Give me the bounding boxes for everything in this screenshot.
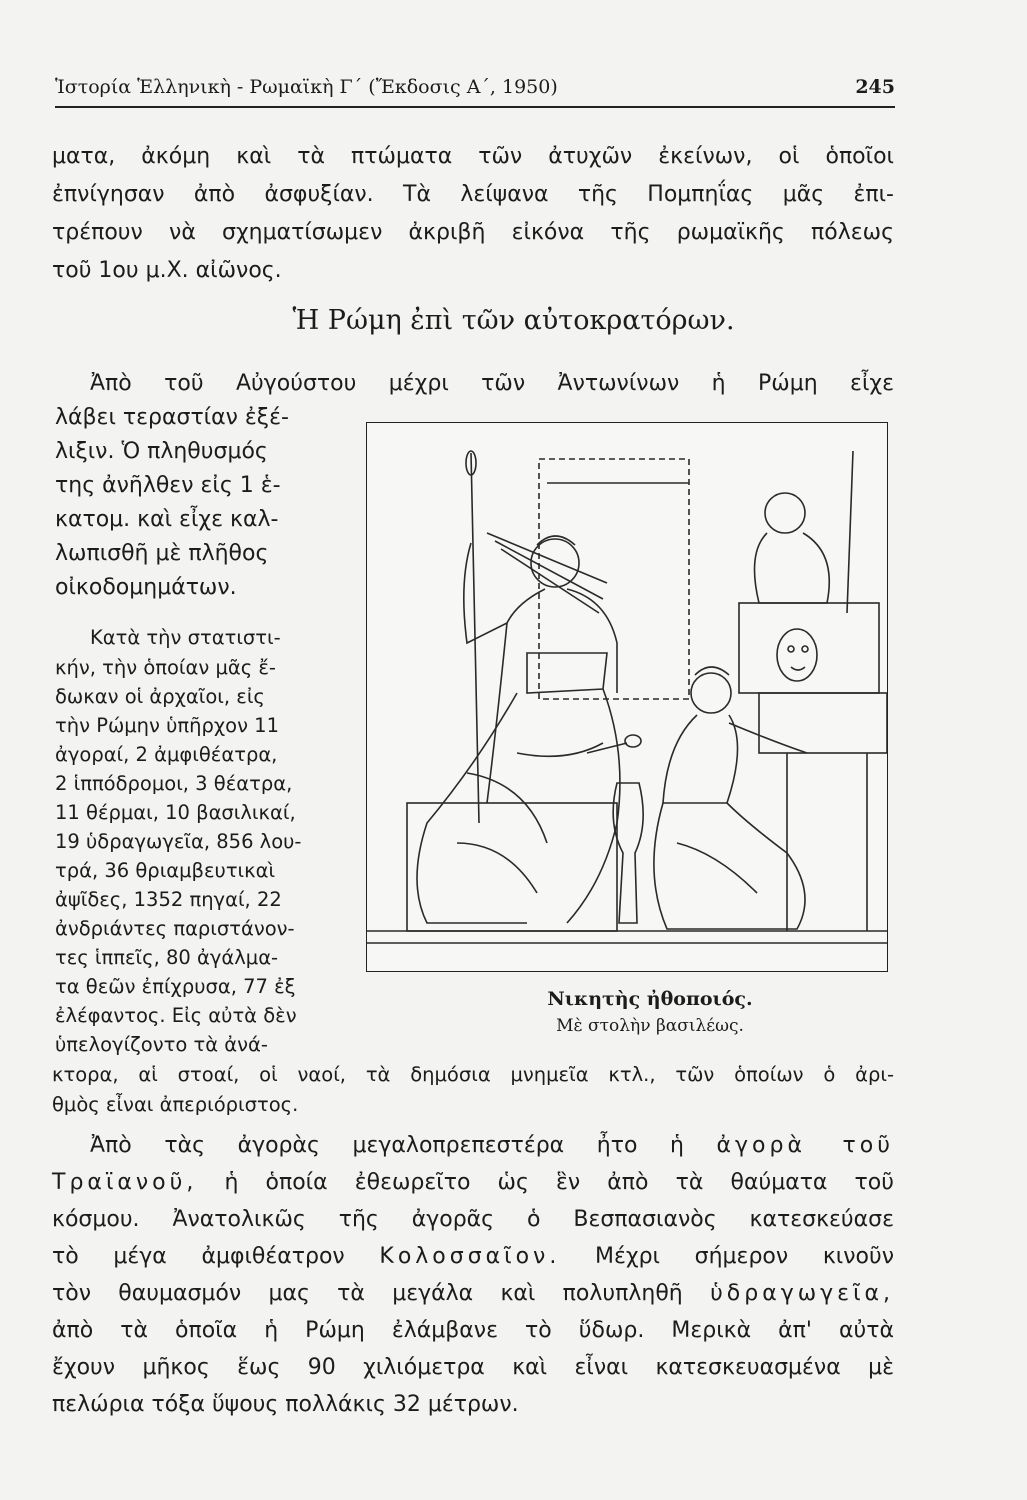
- paragraph-line: ἔχουν μῆκος ἕως 90 χιλιόμετρα καὶ εἶναι κατεσκευασμένα μὲ: [52, 1355, 894, 1380]
- statistics-line: κτορα, αἱ στοαί, οἱ ναοί, τὰ δημόσια μνημεῖα κτλ., τῶν ὁποίων ὁ ἀρι-: [52, 1063, 894, 1086]
- paragraph-line: πελώρια τόξα ὕψους πολλάκις 32 μέτρων.: [52, 1392, 519, 1417]
- paragraph-line: Ἀπὸ τὰς ἀγορὰς μεγαλοπρεπεστέρα ἦτο ἡ ἀγορὰ τοῦ: [90, 1133, 894, 1158]
- emphasized-term: ἀγορὰ τοῦ: [716, 1133, 894, 1158]
- intro-line: ματα, ἀκόμη καὶ τὰ πτώματα τῶν ἀτυχῶν ἐκείνων, οἱ ὁποῖοι: [52, 144, 894, 169]
- statistics-line: τες ἱππεῖς, 80 ἀγάλμα-: [55, 946, 279, 969]
- paragraph-line: οἰκοδομημάτων.: [55, 575, 237, 600]
- emphasized-term: ὑδραγωγεῖα,: [710, 1281, 895, 1306]
- statistics-line: 11 θέρμαι, 10 βασιλικαί,: [55, 801, 296, 824]
- paragraph-line: λάβει τεραστίαν ἐξέ-: [55, 405, 289, 430]
- statistics-line: ἐλέφαντος. Εἰς αὐτὰ δὲν: [55, 1004, 297, 1027]
- statistics-line: ἀνδριάντες παριστάνον-: [55, 917, 295, 940]
- statistics-line: κήν, τὴν ὁποίαν μᾶς ἔ-: [55, 656, 276, 679]
- intro-line: τοῦ 1ου μ.Χ. αἰῶνος.: [52, 258, 282, 283]
- statistics-line: τὴν Ρώμην ὑπῆρχον 11: [55, 714, 279, 737]
- paragraph-line: τὸ μέγα ἀμφιθέατρον Κολοσσαῖον. Μέχρι σήμερον κινοῦν: [52, 1244, 894, 1269]
- statistics-line: θμὸς εἶναι ἀπεριόριστος.: [52, 1093, 299, 1116]
- header-rule: [55, 106, 895, 108]
- running-header: [55, 72, 895, 102]
- intro-line: ἐπνίγησαν ἀπὸ ἀσφυξίαν. Τὰ λείψανα τῆς Πομπηΐας μᾶς ἐπι-: [52, 182, 894, 207]
- section-heading: Ἡ Ρώμη ἐπὶ τῶν αὐτοκρατόρων.: [292, 305, 735, 336]
- emphasized-term: Κολοσσαῖον.: [379, 1244, 561, 1269]
- illustration-frame: [366, 422, 888, 972]
- paragraph-line: κατομ. καὶ εἶχε καλ-: [55, 507, 279, 532]
- paragraph-line: της ἀνῆλθεν εἰς 1 ἑ-: [55, 473, 281, 498]
- paragraph-line: λιξιν. Ὁ πληθυσμός: [55, 439, 268, 464]
- statistics-line: ἀψῖδες, 1352 πηγαί, 22: [55, 888, 282, 911]
- statistics-line: τα θεῶν ἐπίχρυσα, 77 ἐξ: [55, 975, 296, 998]
- paragraph-line: ἀπὸ τὰ ὁποῖα ἡ Ρώμη ἐλάμβανε τὸ ὕδωρ. Μερικὰ ἀπ' αὐτὰ: [52, 1318, 894, 1343]
- figure-caption-subtitle: Μὲ στολὴν βασιλέως.: [556, 1016, 744, 1036]
- paragraph-line: Ἀπὸ τοῦ Αὐγούστου μέχρι τῶν Ἀντωνίνων ἡ Ρώμη εἶχε: [90, 371, 894, 396]
- statistics-line: τρά, 36 θριαμβευτικαὶ: [55, 859, 276, 882]
- paragraph-line: κόσμου. Ἀνατολικῶς τῆς ἀγορᾶς ὁ Βεσπασιανὸς κατεσκεύασε: [52, 1207, 894, 1232]
- statistics-line: δωκαν οἱ ἀρχαῖοι, εἰς: [55, 685, 265, 708]
- statistics-line: ἀγοραί, 2 ἀμφιθέατρα,: [55, 743, 278, 766]
- statistics-line: 19 ὑδραγωγεῖα, 856 λου-: [55, 830, 302, 853]
- statistics-line: Κατὰ τὴν στατιστι-: [90, 626, 281, 649]
- running-title: Ἱστορία Ἑλληνικὴ - Ρωμαϊκὴ Γ΄ (Ἔκδοσις Α΄, 1950): [55, 76, 558, 98]
- figure-caption-title: Νικητὴς ἠθοποιός.: [547, 988, 753, 1010]
- actor-fresco-illustration: [367, 423, 887, 971]
- paragraph-line: Τραϊανοῦ, ἡ ὁποία ἐθεωρεῖτο ὡς ἓν ἀπὸ τὰ θαύματα τοῦ: [52, 1170, 894, 1195]
- statistics-line: 2 ἱππόδρομοι, 3 θέατρα,: [55, 772, 293, 795]
- paragraph-line: λωπισθῆ μὲ πλῆθος: [55, 541, 269, 566]
- page-number: 245: [855, 76, 895, 98]
- paragraph-line: τὸν θαυμασμόν μας τὰ μεγάλα καὶ πολυπληθῆ ὑδραγωγεῖα,: [52, 1281, 895, 1306]
- emphasized-term: Τραϊανοῦ,: [52, 1170, 198, 1195]
- statistics-line: ὑπελογίζοντο τὰ ἀνά-: [55, 1033, 268, 1056]
- intro-line: τρέπουν νὰ σχηματίσωμεν ἀκριβῆ εἰκόνα τῆς ρωμαϊκῆς πόλεως: [52, 220, 894, 245]
